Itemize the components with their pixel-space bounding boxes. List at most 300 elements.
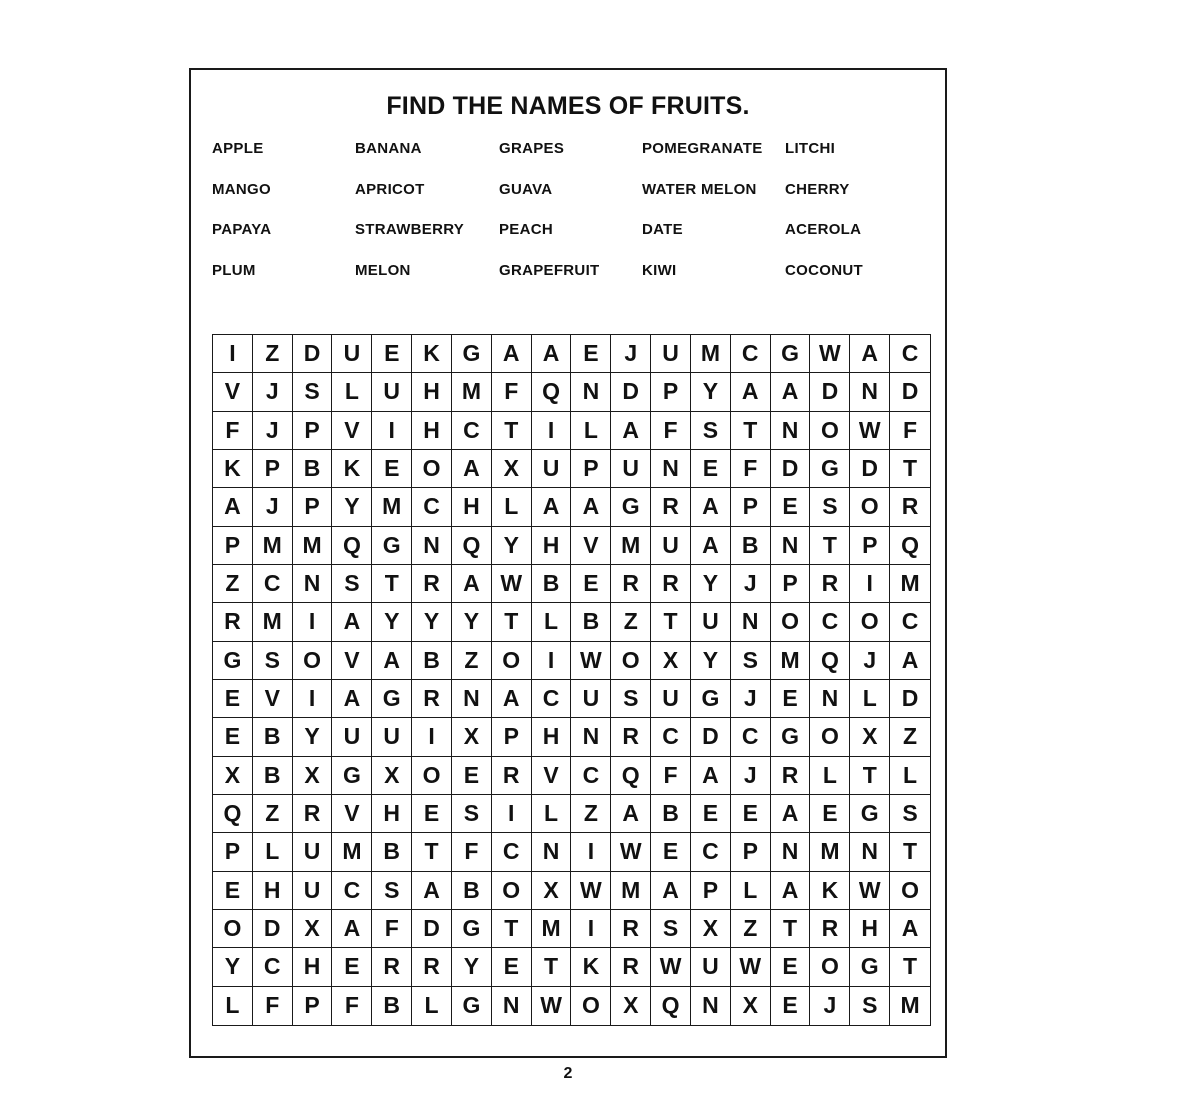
grid-cell: C	[731, 335, 771, 373]
grid-cell: H	[850, 910, 890, 948]
grid-cell: D	[810, 373, 850, 411]
word-list-item: WATER MELON	[642, 180, 757, 198]
grid-cell: R	[810, 565, 850, 603]
word-list-item: LITCHI	[785, 140, 836, 157]
grid-cell: Z	[731, 910, 771, 948]
grid-cell: X	[452, 718, 492, 756]
grid-cell: U	[691, 603, 731, 641]
grid-cell: Q	[532, 373, 572, 411]
grid-cell: O	[810, 718, 850, 756]
grid-cell: E	[412, 795, 452, 833]
word-list-item: GUAVA	[499, 180, 553, 198]
grid-cell: S	[651, 910, 691, 948]
grid-cell: T	[651, 603, 691, 641]
grid-cell: J	[731, 757, 771, 795]
grid-cell: R	[412, 948, 452, 986]
grid-cell: Q	[332, 527, 372, 565]
grid-cell: P	[492, 718, 532, 756]
grid-cell: L	[412, 987, 452, 1025]
grid-cell: W	[532, 987, 572, 1025]
grid-cell: W	[850, 412, 890, 450]
grid-cell: U	[293, 872, 333, 910]
puzzle-title: FIND THE NAMES OF FRUITS.	[386, 92, 750, 120]
grid-cell: X	[691, 910, 731, 948]
grid-cell: E	[213, 680, 253, 718]
grid-cell: S	[372, 872, 412, 910]
letter-grid	[212, 334, 931, 1026]
grid-cell: U	[332, 718, 372, 756]
grid-cell: J	[253, 412, 293, 450]
grid-cell: A	[452, 450, 492, 488]
word-list-item: PEACH	[499, 221, 554, 238]
grid-cell: G	[691, 680, 731, 718]
word-list-item: PLUM	[212, 261, 256, 279]
grid-cell: Y	[372, 603, 412, 641]
grid-cell: E	[571, 335, 611, 373]
word-list-item: MANGO	[212, 180, 271, 198]
word-list-item: ACEROLA	[785, 221, 862, 238]
grid-cell: T	[492, 412, 532, 450]
grid-cell: J	[731, 565, 771, 603]
grid-cell: R	[611, 948, 651, 986]
grid-cell: Z	[213, 565, 253, 603]
grid-cell: U	[651, 680, 691, 718]
grid-cell: K	[571, 948, 611, 986]
grid-cell: E	[571, 565, 611, 603]
grid-cell: I	[571, 910, 611, 948]
grid-cell: C	[731, 718, 771, 756]
grid-cell: O	[293, 642, 333, 680]
grid-cell: Z	[611, 603, 651, 641]
puzzle-page	[189, 68, 947, 1058]
grid-cell: J	[850, 642, 890, 680]
grid-cell: Q	[452, 527, 492, 565]
grid-cell: G	[850, 948, 890, 986]
grid-cell: V	[332, 642, 372, 680]
grid-cell: P	[731, 488, 771, 526]
grid-cell: H	[412, 412, 452, 450]
grid-cell: N	[293, 565, 333, 603]
grid-cell: E	[372, 450, 412, 488]
grid-cell: A	[731, 373, 771, 411]
grid-cell: A	[332, 680, 372, 718]
grid-cell: F	[213, 412, 253, 450]
grid-cell: W	[850, 872, 890, 910]
grid-cell: T	[492, 603, 532, 641]
word-list-item: GRAPES	[499, 140, 565, 157]
grid-cell: L	[890, 757, 930, 795]
grid-cell: P	[691, 872, 731, 910]
grid-cell: A	[651, 872, 691, 910]
grid-cell: U	[332, 335, 372, 373]
grid-cell: Q	[890, 527, 930, 565]
grid-cell: U	[571, 680, 611, 718]
grid-cell: R	[810, 910, 850, 948]
grid-cell: T	[850, 757, 890, 795]
grid-cell: M	[332, 833, 372, 871]
grid-cell: A	[850, 335, 890, 373]
grid-cell: V	[332, 795, 372, 833]
grid-cell: S	[890, 795, 930, 833]
grid-cell: J	[611, 335, 651, 373]
word-list-item: KIWI	[642, 261, 677, 279]
grid-cell: O	[810, 948, 850, 986]
grid-cell: X	[611, 987, 651, 1025]
grid-cell: Y	[452, 603, 492, 641]
grid-cell: R	[611, 565, 651, 603]
grid-cell: A	[771, 795, 811, 833]
grid-cell: G	[372, 527, 412, 565]
grid-cell: N	[850, 833, 890, 871]
grid-cell: F	[651, 412, 691, 450]
grid-cell: G	[372, 680, 412, 718]
grid-cell: C	[810, 603, 850, 641]
word-list-item: DATE	[642, 221, 683, 238]
grid-cell: S	[332, 565, 372, 603]
grid-cell: N	[492, 987, 532, 1025]
grid-cell: Y	[691, 373, 731, 411]
grid-cell: A	[492, 680, 532, 718]
grid-cell: W	[492, 565, 532, 603]
grid-cell: F	[492, 373, 532, 411]
grid-cell: C	[492, 833, 532, 871]
grid-cell: A	[691, 488, 731, 526]
grid-cell: U	[372, 718, 412, 756]
grid-cell: O	[810, 412, 850, 450]
grid-cell: I	[532, 412, 572, 450]
grid-cell: N	[412, 527, 452, 565]
grid-cell: M	[611, 527, 651, 565]
grid-cell: X	[372, 757, 412, 795]
grid-cell: L	[810, 757, 850, 795]
grid-cell: M	[900, 992, 920, 1019]
grid-cell: M	[810, 833, 850, 871]
grid-cell: V	[253, 680, 293, 718]
grid-cell: D	[691, 718, 731, 756]
grid-cell: Q	[810, 642, 850, 680]
grid-cell: O	[492, 642, 532, 680]
grid-cell: G	[850, 795, 890, 833]
grid-cell: S	[731, 642, 771, 680]
grid-cell: L	[213, 987, 253, 1025]
grid-cell: H	[372, 795, 412, 833]
grid-cell: A	[452, 565, 492, 603]
grid-cell: D	[293, 335, 333, 373]
grid-cell: E	[691, 450, 731, 488]
grid-cell: U	[651, 335, 691, 373]
grid-cell: L	[492, 488, 532, 526]
grid-cell: W	[571, 872, 611, 910]
grid-cell: N	[771, 833, 811, 871]
grid-cell: M	[253, 603, 293, 641]
grid-cell: M	[532, 910, 572, 948]
grid-cell: X	[293, 910, 333, 948]
grid-cell: Z	[571, 795, 611, 833]
grid-cell: J	[253, 373, 293, 411]
grid-cell: O	[571, 987, 611, 1025]
grid-cell: I	[213, 335, 253, 373]
grid-cell: C	[691, 833, 731, 871]
grid-cell: Y	[213, 948, 253, 986]
grid-cell: D	[253, 910, 293, 948]
grid-cell: G	[332, 757, 372, 795]
grid-cell: T	[412, 833, 452, 871]
grid-cell: W	[810, 335, 850, 373]
grid-cell: O	[771, 603, 811, 641]
grid-cell: B	[253, 757, 293, 795]
grid-cell: X	[731, 987, 771, 1025]
grid-cell: A	[332, 910, 372, 948]
grid-cell: O	[850, 603, 890, 641]
grid-cell: A	[771, 373, 811, 411]
grid-cell: E	[771, 488, 811, 526]
grid-cell: S	[293, 373, 333, 411]
grid-cell: Z	[452, 642, 492, 680]
grid-cell: A	[890, 642, 930, 680]
grid-cell: O	[850, 488, 890, 526]
grid-cell: S	[253, 642, 293, 680]
grid-cell: K	[412, 335, 452, 373]
grid-cell: E	[452, 757, 492, 795]
grid-cell: R	[611, 910, 651, 948]
grid-cell: A	[890, 910, 930, 948]
grid-cell: R	[293, 795, 333, 833]
grid-cell: E	[213, 718, 253, 756]
grid-cell: A	[691, 757, 731, 795]
grid-cell: R	[651, 488, 691, 526]
word-list-item: COCONUT	[785, 261, 863, 279]
grid-cell: R	[611, 718, 651, 756]
grid-cell: D	[611, 373, 651, 411]
grid-cell: E	[731, 795, 771, 833]
grid-cell: Y	[492, 527, 532, 565]
grid-cell: T	[372, 565, 412, 603]
grid-cell: L	[571, 412, 611, 450]
grid-cell: M	[691, 335, 731, 373]
grid-cell: S	[611, 680, 651, 718]
grid-cell: C	[452, 412, 492, 450]
grid-cell: B	[412, 642, 452, 680]
grid-cell: I	[372, 412, 412, 450]
grid-cell: A	[532, 488, 572, 526]
grid-cell: B	[293, 450, 333, 488]
grid-cell: F	[651, 757, 691, 795]
word-list-item: CHERRY	[785, 180, 850, 198]
grid-cell: R	[890, 488, 930, 526]
grid-cell: C	[890, 335, 930, 373]
grid-cell: L	[731, 872, 771, 910]
grid-cell: Q	[651, 987, 691, 1025]
grid-cell: Y	[691, 642, 731, 680]
grid-cell: E	[332, 948, 372, 986]
grid-cell: M	[372, 488, 412, 526]
grid-cell: O	[213, 910, 253, 948]
grid-cell: P	[293, 987, 333, 1025]
grid-cell: M	[452, 373, 492, 411]
word-list-item: POMEGRANATE	[642, 140, 763, 157]
grid-cell: S	[452, 795, 492, 833]
grid-cell: P	[731, 833, 771, 871]
grid-cell: K	[213, 450, 253, 488]
grid-cell: E	[771, 680, 811, 718]
grid-cell: B	[731, 527, 771, 565]
grid-cell: R	[213, 603, 253, 641]
grid-cell: D	[771, 450, 811, 488]
grid-cell: B	[532, 565, 572, 603]
grid-cell: G	[213, 642, 253, 680]
grid-cell: R	[412, 565, 452, 603]
grid-cell: L	[253, 833, 293, 871]
grid-cell: S	[850, 987, 890, 1025]
grid-cell: N	[731, 603, 771, 641]
grid-cell: J	[731, 680, 771, 718]
grid-cell: I	[412, 718, 452, 756]
grid-cell: Q	[611, 757, 651, 795]
grid-cell: X	[532, 872, 572, 910]
grid-cell: C	[651, 718, 691, 756]
grid-cell: P	[293, 412, 333, 450]
grid-cell: I	[293, 603, 333, 641]
grid-cell: R	[412, 680, 452, 718]
grid-cell: G	[452, 987, 492, 1025]
grid-cell: N	[691, 987, 731, 1025]
grid-cell: W	[651, 948, 691, 986]
grid-cell: W	[571, 642, 611, 680]
grid-cell: Q	[213, 795, 253, 833]
grid-cell: H	[532, 527, 572, 565]
grid-cell: R	[651, 565, 691, 603]
grid-cell: P	[771, 565, 811, 603]
grid-cell: B	[571, 603, 611, 641]
grid-cell: F	[253, 987, 293, 1025]
grid-cell: B	[253, 718, 293, 756]
grid-cell: N	[532, 833, 572, 871]
grid-cell: T	[532, 948, 572, 986]
grid-cell: H	[532, 718, 572, 756]
grid-cell: Y	[691, 565, 731, 603]
grid-cell: C	[532, 680, 572, 718]
grid-cell: M	[771, 642, 811, 680]
page-number: 2	[563, 1065, 573, 1082]
grid-cell: X	[293, 757, 333, 795]
grid-cell: F	[890, 412, 930, 450]
grid-cell: T	[492, 910, 532, 948]
grid-cell: A	[532, 335, 572, 373]
grid-cell: U	[293, 833, 333, 871]
grid-cell: A	[332, 603, 372, 641]
grid-cell: N	[810, 680, 850, 718]
grid-cell: E	[651, 833, 691, 871]
grid-cell: D	[412, 910, 452, 948]
grid-cell: Z	[253, 795, 293, 833]
grid-cell: M	[253, 527, 293, 565]
grid-cell: C	[571, 757, 611, 795]
word-list-item: APRICOT	[355, 180, 425, 198]
grid-cell: U	[611, 450, 651, 488]
grid-cell: P	[571, 450, 611, 488]
word-list-item: PAPAYA	[212, 221, 272, 238]
grid-cell: V	[213, 373, 253, 411]
grid-cell: B	[452, 872, 492, 910]
grid-cell: A	[492, 335, 532, 373]
grid-cell: O	[611, 642, 651, 680]
grid-cell: P	[213, 833, 253, 871]
grid-cell: A	[771, 872, 811, 910]
grid-cell: X	[492, 450, 532, 488]
grid-cell: B	[372, 833, 412, 871]
grid-cell: F	[372, 910, 412, 948]
grid-cell: C	[412, 488, 452, 526]
grid-cell: T	[771, 910, 811, 948]
grid-cell: E	[771, 948, 811, 986]
word-list-item: BANANA	[355, 140, 422, 157]
word-list-item: MELON	[355, 261, 411, 279]
grid-cell: A	[611, 412, 651, 450]
grid-cell: I	[293, 680, 333, 718]
grid-cell: N	[571, 373, 611, 411]
grid-cell: N	[850, 373, 890, 411]
grid-cell: K	[332, 450, 372, 488]
grid-cell: A	[571, 488, 611, 526]
grid-cell: H	[452, 488, 492, 526]
grid-cell: Y	[293, 718, 333, 756]
grid-cell: E	[492, 948, 532, 986]
grid-cell: A	[412, 872, 452, 910]
grid-cell: M	[890, 565, 930, 603]
grid-cell: D	[890, 373, 930, 411]
grid-cell: W	[731, 948, 771, 986]
grid-cell: R	[492, 757, 532, 795]
grid-cell: G	[452, 335, 492, 373]
grid-cell: O	[890, 872, 930, 910]
grid-cell: L	[332, 373, 372, 411]
grid-cell: G	[771, 718, 811, 756]
grid-cell: L	[850, 680, 890, 718]
grid-cell: U	[651, 527, 691, 565]
grid-cell: Y	[452, 948, 492, 986]
grid-cell: V	[571, 527, 611, 565]
grid-cell: T	[890, 948, 930, 986]
word-list-item: GRAPEFRUIT	[499, 261, 600, 279]
grid-cell: T	[890, 450, 930, 488]
grid-cell: I	[850, 565, 890, 603]
word-list	[212, 140, 927, 302]
grid-cell: Z	[890, 718, 930, 756]
grid-cell: X	[213, 757, 253, 795]
grid-cell: V	[332, 412, 372, 450]
grid-cell: E	[810, 795, 850, 833]
word-list-item: APPLE	[212, 140, 264, 157]
grid-cell: I	[492, 795, 532, 833]
grid-cell: I	[532, 642, 572, 680]
grid-cell: E	[213, 872, 253, 910]
grid-cell: L	[532, 795, 572, 833]
grid-cell: C	[332, 872, 372, 910]
word-list-item: STRAWBERRY	[355, 221, 465, 238]
grid-cell: N	[452, 680, 492, 718]
grid-cell: Y	[332, 488, 372, 526]
grid-cell: U	[532, 450, 572, 488]
grid-cell: X	[651, 642, 691, 680]
grid-cell: L	[532, 603, 572, 641]
grid-cell: G	[771, 335, 811, 373]
grid-cell: S	[810, 488, 850, 526]
grid-cell: M	[611, 872, 651, 910]
grid-cell: H	[253, 872, 293, 910]
grid-cell: Z	[253, 335, 293, 373]
grid-cell: J	[810, 987, 850, 1025]
grid-cell: R	[771, 757, 811, 795]
